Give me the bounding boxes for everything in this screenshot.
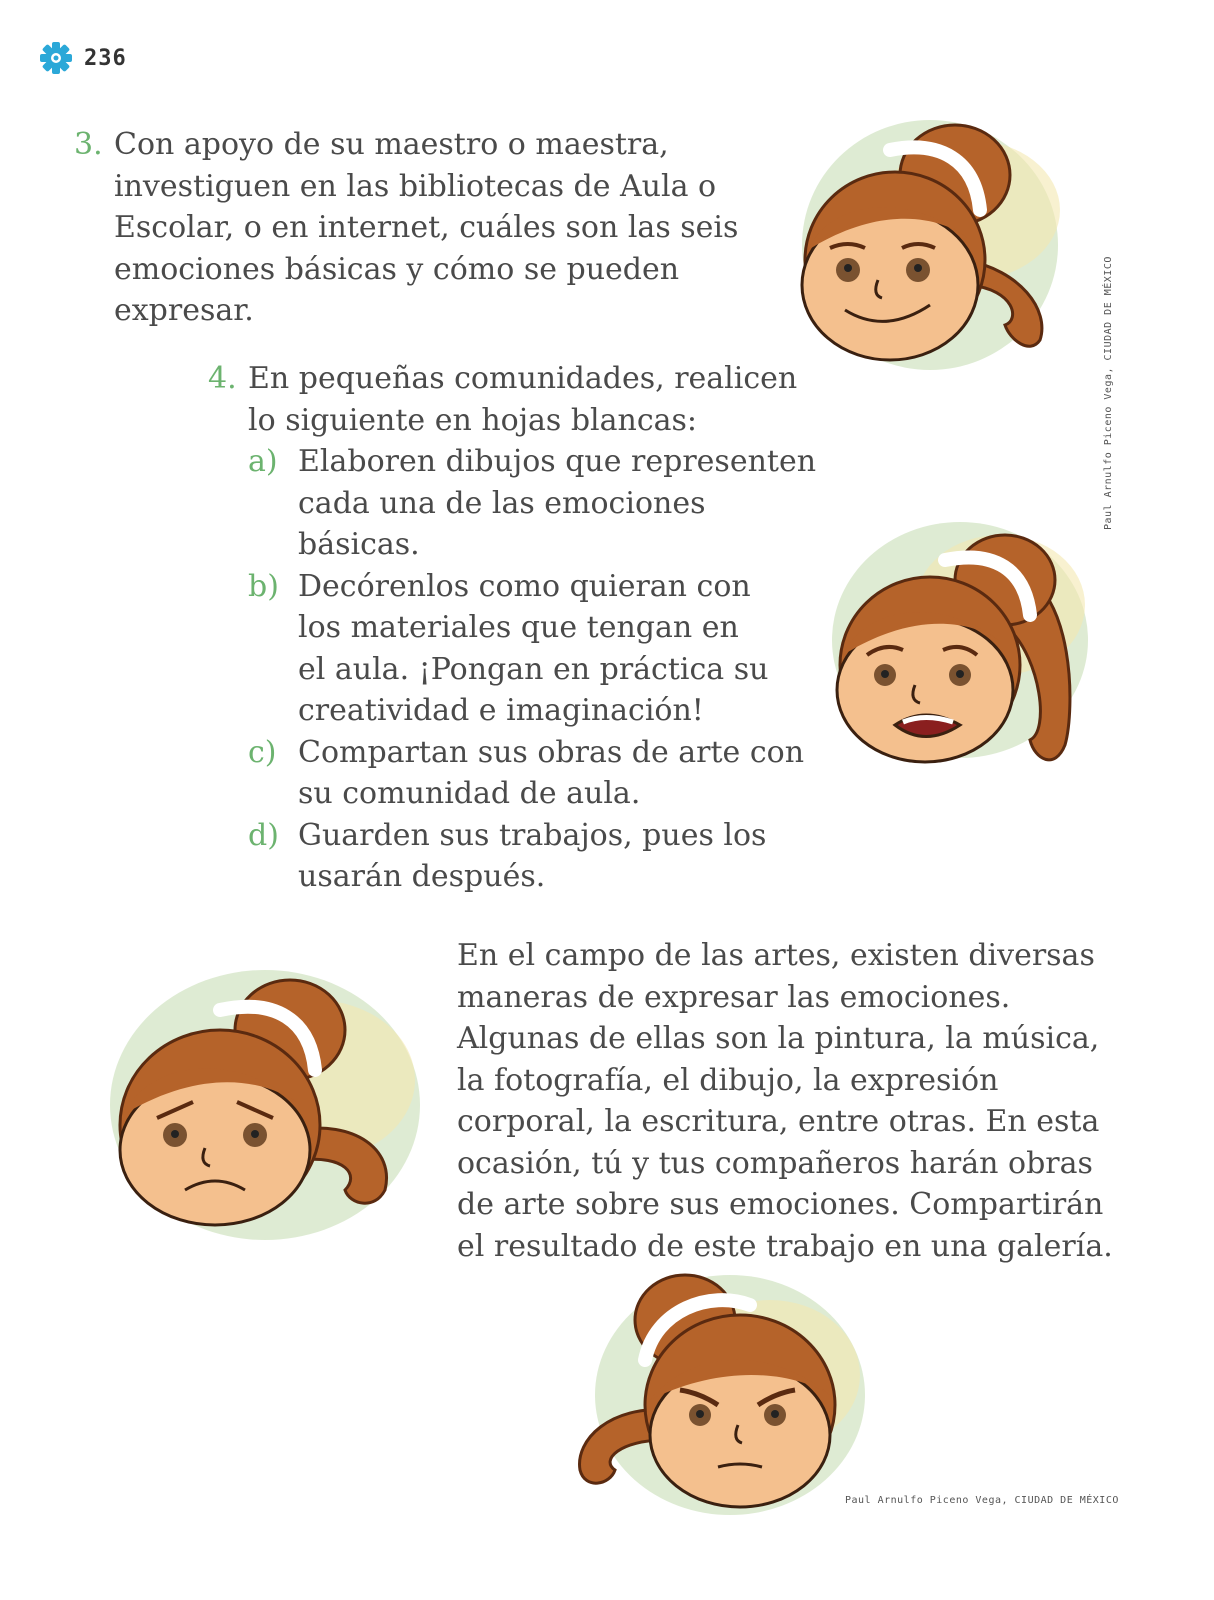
text-line: Escolar, o en internet, cuáles son las seis [114,210,739,245]
page-number: 236 [84,45,127,71]
text-line: usarán después. [298,859,546,894]
text-line: En pequeñas comunidades, realicen [248,361,798,396]
sub-item-b [248,566,828,732]
text-line: su comunidad de aula. [298,776,641,811]
scared-girl-illustration [825,510,1105,790]
sub-marker: c) [248,734,277,770]
list-marker: 4. [208,361,237,396]
text-line: cada una de las emociones [298,485,706,521]
sub-marker: b) [248,568,279,604]
text-line: expresar. [114,293,254,328]
text-line: Elaboren dibujos que representen [298,444,817,479]
sub-item-d [248,815,828,898]
text-line: el resultado de este trabajo en una galería. [457,1228,1113,1264]
illustration-credit-bottom: Paul Arnulfo Piceno Vega, CIUDAD DE MÉXICO [845,1495,1119,1506]
list-item-3 [74,124,774,332]
text-line: la fotografía, el dibujo, la expresión [457,1062,999,1098]
text-line: corporal, la escritura, entre otras. En esta [457,1104,1100,1139]
text-line: Algunas de ellas son la pintura, la música, [457,1021,1100,1056]
list-item-4 [208,358,828,898]
text-line: Decórenlos como quieran con [298,568,751,604]
text-line: emociones básicas y cómo se pueden [114,251,680,287]
page-header [38,40,127,76]
angry-girl-illustration [570,1265,870,1525]
text-line: el aula. ¡Pongan en práctica su [298,651,769,687]
text-line: los materiales que tengan en [298,610,739,645]
text-line: ocasión, tú y tus compañeros harán obras [457,1145,1093,1181]
text-line: investiguen en las bibliotecas de Aula o [114,168,717,204]
text-line: En el campo de las artes, existen diversas [457,938,1095,973]
text-line: Con apoyo de su maestro o maestra, [114,127,669,162]
sub-item-c [248,732,828,815]
snowflake-logo-icon [38,40,74,76]
text-line: maneras de expresar las emociones. [457,979,1011,1015]
text-line: creatividad e imaginación! [298,693,704,728]
text-line: lo siguiente en hojas blancas: [248,402,698,438]
text-line: Guarden sus trabajos, pues los [298,817,767,853]
happy-girl-illustration [790,100,1070,380]
text-line: básicas. [298,527,420,562]
text-line: Compartan sus obras de arte con [298,734,805,770]
sub-marker: d) [248,817,279,853]
list-marker: 3. [74,127,103,162]
sub-item-a [248,441,828,566]
illustration-credit-vertical: Paul Arnulfo Piceno Vega, CIUDAD DE MÉXICO [1103,256,1114,530]
body-paragraph [457,935,1117,1267]
sad-girl-illustration [95,960,425,1250]
text-line: de arte sobre sus emociones. Compartirán [457,1187,1104,1222]
sub-marker: a) [248,444,278,479]
